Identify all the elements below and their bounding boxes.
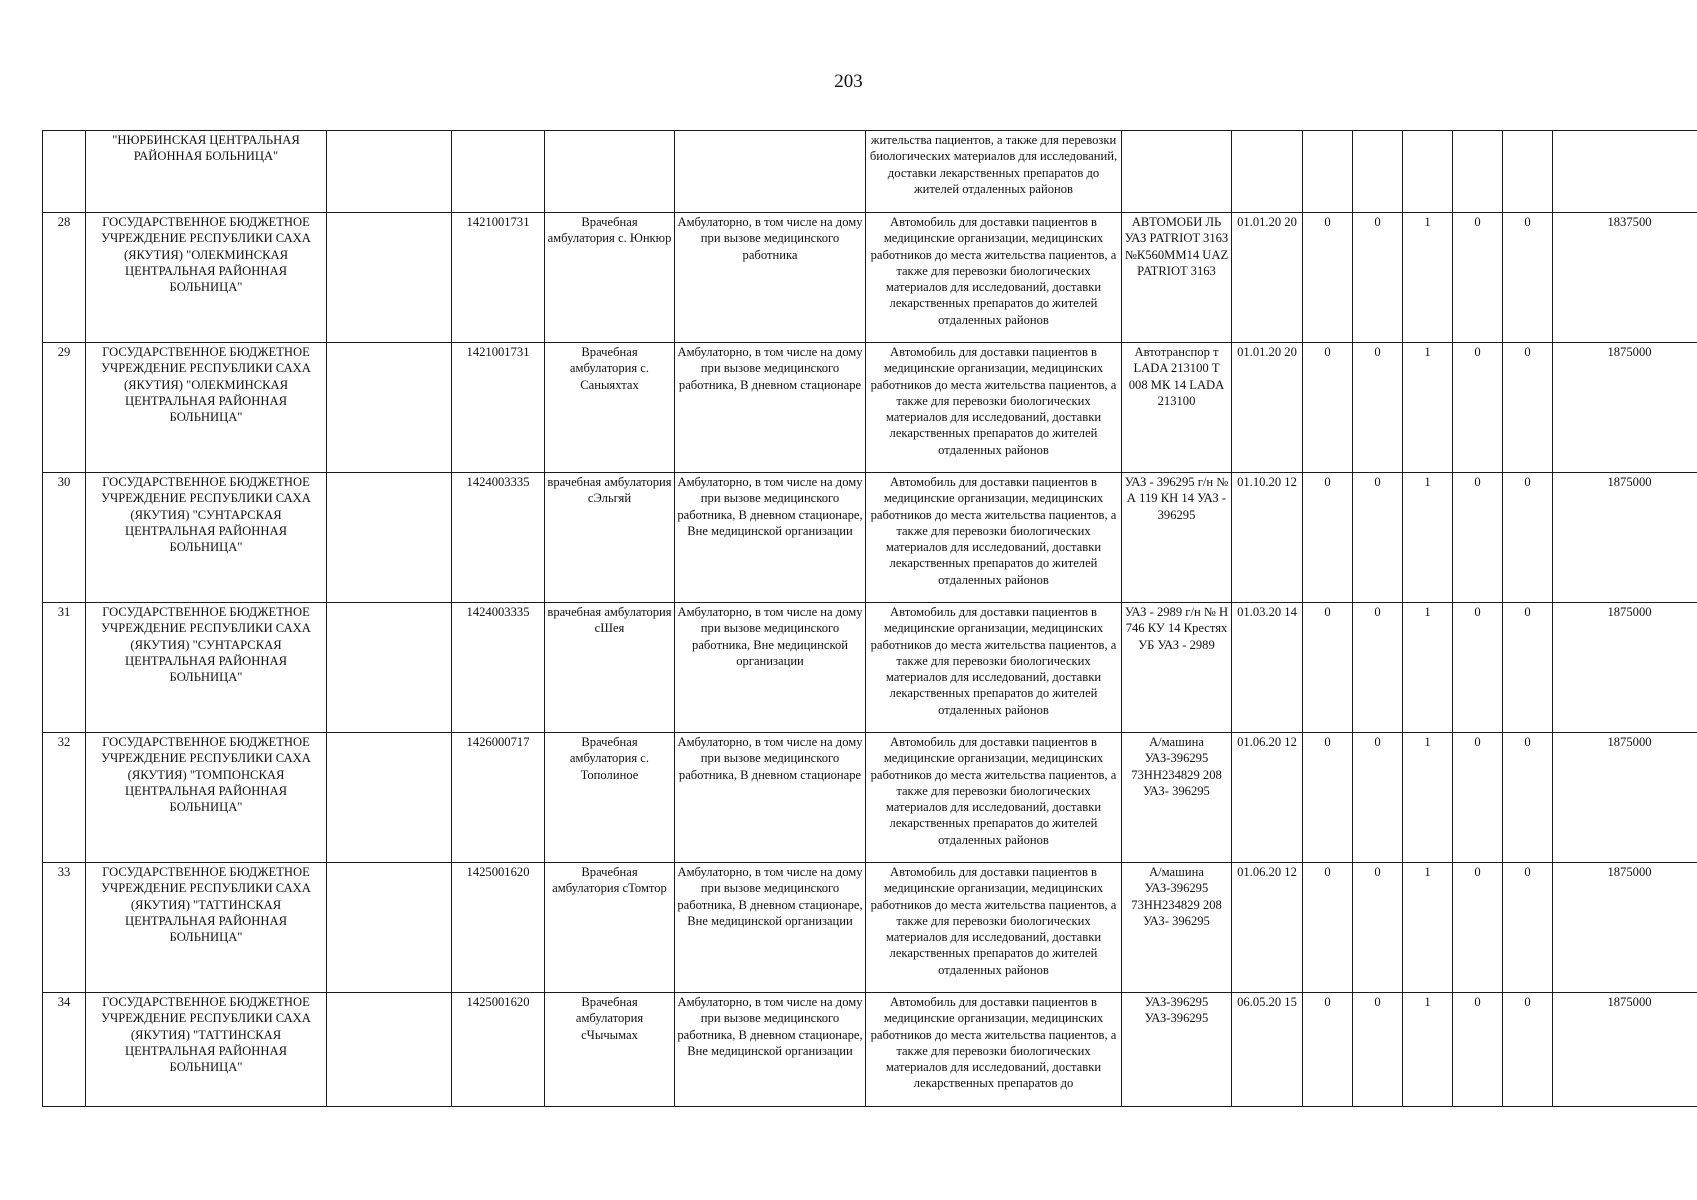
value-cell-3: 1	[1403, 213, 1453, 343]
care-conditions: Амбулаторно, в том числе на дому при вызове медицинского работника, В дневном стационаре	[675, 343, 866, 473]
ambulatory-name: Врачебная амбулатория сТомтор	[545, 863, 675, 993]
vehicle-purpose: Автомобиль для доставки пациентов в медицинские организации, медицинских работников до места жительства пациентов, а также для перевозки биологических материалов для исследований, доставки лекарственных препаратов до жителей отдаленных районов	[866, 343, 1122, 473]
table-row	[43, 733, 1697, 863]
vehicle-purpose: Автомобиль для доставки пациентов в медицинские организации, медицинских работников до места жительства пациентов, а также для перевозки биологических материалов для исследований, доставки лекарственных препаратов до жителей отдаленных районов	[866, 603, 1122, 733]
care-conditions: Амбулаторно, в том числе на дому при вызове медицинского работника, В дневном стационаре, Вне медицинской организации	[675, 863, 866, 993]
value-cell-3: 1	[1403, 993, 1453, 1107]
blank-cell	[327, 993, 452, 1107]
blank-cell	[327, 343, 452, 473]
table-row	[43, 863, 1697, 993]
value-cell-2: 0	[1353, 213, 1403, 343]
value-cell-5: 0	[1503, 863, 1553, 993]
amount-cell: 1875000	[1553, 603, 1697, 733]
care-conditions: Амбулаторно, в том числе на дому при вызове медицинского работника, В дневном стационаре, Вне медицинской организации	[675, 473, 866, 603]
value-cell-1: 0	[1303, 473, 1353, 603]
vehicle-description: УАЗ - 396295 г/н № А 119 КН 14 УАЗ - 396295	[1122, 473, 1232, 603]
blank-cell	[327, 603, 452, 733]
value-cell-1: 0	[1303, 343, 1353, 473]
value-cell-3: 1	[1403, 733, 1453, 863]
row-number: 32	[43, 733, 86, 863]
blank-cell	[327, 213, 452, 343]
value-cell-4: 0	[1453, 733, 1503, 863]
inn-cell: 1426000717	[452, 733, 545, 863]
ambulatory-name: Врачебная амбулатория с. Юнкюр	[545, 213, 675, 343]
registry-table	[42, 130, 1697, 1107]
value-cell-4: 0	[1453, 603, 1503, 733]
organization-name: ГОСУДАРСТВЕННОЕ БЮДЖЕТНОЕ УЧРЕЖДЕНИЕ РЕСПУБЛИКИ САХА (ЯКУТИЯ) "СУНТАРСКАЯ ЦЕНТРАЛЬНАЯ РАЙОННАЯ БОЛЬНИЦА"	[86, 603, 327, 733]
ambulatory-name: Врачебная амбулатория с. Тополиное	[545, 733, 675, 863]
vehicle-description: А/машина УАЗ-396295 73НН234829 208 УАЗ- 396295	[1122, 863, 1232, 993]
value-cell-5: 0	[1503, 473, 1553, 603]
inn-cell: 1425001620	[452, 993, 545, 1107]
table-row	[43, 343, 1697, 473]
inn-cell: 1421001731	[452, 213, 545, 343]
amount-cell: 1875000	[1553, 733, 1697, 863]
ambulatory-name: Врачебная амбулатория с. Саныяхтах	[545, 343, 675, 473]
care-conditions: Амбулаторно, в том числе на дому при вызове медицинского работника	[675, 213, 866, 343]
organization-name: ГОСУДАРСТВЕННОЕ БЮДЖЕТНОЕ УЧРЕЖДЕНИЕ РЕСПУБЛИКИ САХА (ЯКУТИЯ) "ТОМПОНСКАЯ ЦЕНТРАЛЬНАЯ РАЙОННАЯ БОЛЬНИЦА"	[86, 733, 327, 863]
value-cell-1: 0	[1303, 733, 1353, 863]
registration-date: 01.01.20 20	[1232, 343, 1303, 473]
table-row	[43, 213, 1697, 343]
value-cell-5: 0	[1503, 733, 1553, 863]
value-cell-4: 0	[1453, 863, 1503, 993]
amount-cell: 1837500	[1553, 213, 1697, 343]
org-cell: "НЮРБИНСКАЯ ЦЕНТРАЛЬНАЯ РАЙОННАЯ БОЛЬНИЦА"	[86, 131, 327, 213]
organization-name: ГОСУДАРСТВЕННОЕ БЮДЖЕТНОЕ УЧРЕЖДЕНИЕ РЕСПУБЛИКИ САХА (ЯКУТИЯ) "ТАТТИНСКАЯ ЦЕНТРАЛЬНАЯ РАЙОННАЯ БОЛЬНИЦА"	[86, 993, 327, 1107]
value-cell-4: 0	[1453, 343, 1503, 473]
value-cell-3: 1	[1403, 473, 1453, 603]
blank-cell	[327, 863, 452, 993]
value-cell-2: 0	[1353, 343, 1403, 473]
ambulatory-name: Врачебная амбулатория сЧычымах	[545, 993, 675, 1107]
value-cell-1: 0	[1303, 863, 1353, 993]
ambulatory-name: врачебная амбулатория сШея	[545, 603, 675, 733]
inn-cell: 1421001731	[452, 343, 545, 473]
value-cell-5: 0	[1503, 213, 1553, 343]
value-cell-1: 0	[1303, 213, 1353, 343]
registration-date: 01.06.20 12	[1232, 863, 1303, 993]
value-cell-2: 0	[1353, 603, 1403, 733]
registration-date: 06.05.20 15	[1232, 993, 1303, 1107]
vehicle-description: УАЗ - 2989 г/н № Н 746 КУ 14 Крестях УБ УАЗ - 2989	[1122, 603, 1232, 733]
registration-date: 01.01.20 20	[1232, 213, 1303, 343]
value-cell-5: 0	[1503, 603, 1553, 733]
vehicle-description: УАЗ-396295 УАЗ-396295	[1122, 993, 1232, 1107]
amount-cell: 1875000	[1553, 863, 1697, 993]
organization-name: ГОСУДАРСТВЕННОЕ БЮДЖЕТНОЕ УЧРЕЖДЕНИЕ РЕСПУБЛИКИ САХА (ЯКУТИЯ) "ОЛЕКМИНСКАЯ ЦЕНТРАЛЬНАЯ РАЙОННАЯ БОЛЬНИЦА"	[86, 343, 327, 473]
value-cell-4: 0	[1453, 213, 1503, 343]
page-number: 203	[834, 71, 863, 92]
vehicle-purpose: Автомобиль для доставки пациентов в медицинские организации, медицинских работников до места жительства пациентов, а также для перевозки биологических материалов для исследований, доставки лекарственных препаратов до жителей отдаленных районов	[866, 863, 1122, 993]
table-row-continuation	[43, 131, 1697, 213]
value-cell-1: 0	[1303, 603, 1353, 733]
row-number: 28	[43, 213, 86, 343]
value-cell-3: 1	[1403, 603, 1453, 733]
table-row	[43, 473, 1697, 603]
value-cell-2: 0	[1353, 863, 1403, 993]
inn-cell: 1424003335	[452, 603, 545, 733]
value-cell-2: 0	[1353, 473, 1403, 603]
care-conditions: Амбулаторно, в том числе на дому при вызове медицинского работника, В дневном стационаре, Вне медицинской организации	[675, 993, 866, 1107]
vehicle-purpose: Автомобиль для доставки пациентов в медицинские организации, медицинских работников до места жительства пациентов, а также для перевозки биологических материалов для исследований, доставки лекарственных препаратов до	[866, 993, 1122, 1107]
row-number: 31	[43, 603, 86, 733]
vehicle-description: АВТОМОБИ ЛЬ УАЗ PATRIOT 3163 №К560ММ14 UAZ PATRIOT 3163	[1122, 213, 1232, 343]
row-number: 30	[43, 473, 86, 603]
value-cell-2: 0	[1353, 993, 1403, 1107]
ambulatory-name: врачебная амбулатория сЭльгяй	[545, 473, 675, 603]
vehicle-purpose: Автомобиль для доставки пациентов в медицинские организации, медицинских работников до места жительства пациентов, а также для перевозки биологических материалов для исследований, доставки лекарственных препаратов до жителей отдаленных районов	[866, 213, 1122, 343]
vehicle-purpose: Автомобиль для доставки пациентов в медицинские организации, медицинских работников до места жительства пациентов, а также для перевозки биологических материалов для исследований, доставки лекарственных препаратов до жителей отдаленных районов	[866, 733, 1122, 863]
vehicle-description: А/машина УАЗ-396295 73НН234829 208 УАЗ- 396295	[1122, 733, 1232, 863]
amount-cell: 1875000	[1553, 343, 1697, 473]
registration-date: 01.10.20 12	[1232, 473, 1303, 603]
organization-name: ГОСУДАРСТВЕННОЕ БЮДЖЕТНОЕ УЧРЕЖДЕНИЕ РЕСПУБЛИКИ САХА (ЯКУТИЯ) "ТАТТИНСКАЯ ЦЕНТРАЛЬНАЯ РАЙОННАЯ БОЛЬНИЦА"	[86, 863, 327, 993]
value-cell-4: 0	[1453, 473, 1503, 603]
value-cell-5: 0	[1503, 343, 1553, 473]
value-cell-5: 0	[1503, 993, 1553, 1107]
value-cell-3: 1	[1403, 343, 1453, 473]
organization-name: ГОСУДАРСТВЕННОЕ БЮДЖЕТНОЕ УЧРЕЖДЕНИЕ РЕСПУБЛИКИ САХА (ЯКУТИЯ) "ОЛЕКМИНСКАЯ ЦЕНТРАЛЬНАЯ РАЙОННАЯ БОЛЬНИЦА"	[86, 213, 327, 343]
inn-cell: 1425001620	[452, 863, 545, 993]
care-conditions: Амбулаторно, в том числе на дому при вызове медицинского работника, Вне медицинской организации	[675, 603, 866, 733]
purpose-cell: жительства пациентов, а также для перевозки биологических материалов для исследований, доставки лекарственных препаратов до жителей отдаленных районов	[866, 131, 1122, 213]
value-cell-2: 0	[1353, 733, 1403, 863]
table-row	[43, 993, 1697, 1107]
vehicle-description: Автотранспор т LADA 213100 Т 008 МК 14 LADA 213100	[1122, 343, 1232, 473]
amount-cell: 1875000	[1553, 993, 1697, 1107]
value-cell-4: 0	[1453, 993, 1503, 1107]
registration-date: 01.06.20 12	[1232, 733, 1303, 863]
value-cell-1: 0	[1303, 993, 1353, 1107]
value-cell-3: 1	[1403, 863, 1453, 993]
table-row	[43, 603, 1697, 733]
row-number: 33	[43, 863, 86, 993]
row-number: 34	[43, 993, 86, 1107]
amount-cell: 1875000	[1553, 473, 1697, 603]
row-number: 29	[43, 343, 86, 473]
blank-cell	[327, 733, 452, 863]
vehicle-purpose: Автомобиль для доставки пациентов в медицинские организации, медицинских работников до места жительства пациентов, а также для перевозки биологических материалов для исследований, доставки лекарственных препаратов до жителей отдаленных районов	[866, 473, 1122, 603]
blank-cell	[327, 473, 452, 603]
inn-cell: 1424003335	[452, 473, 545, 603]
organization-name: ГОСУДАРСТВЕННОЕ БЮДЖЕТНОЕ УЧРЕЖДЕНИЕ РЕСПУБЛИКИ САХА (ЯКУТИЯ) "СУНТАРСКАЯ ЦЕНТРАЛЬНАЯ РАЙОННАЯ БОЛЬНИЦА"	[86, 473, 327, 603]
registration-date: 01.03.20 14	[1232, 603, 1303, 733]
care-conditions: Амбулаторно, в том числе на дому при вызове медицинского работника, В дневном стационаре	[675, 733, 866, 863]
